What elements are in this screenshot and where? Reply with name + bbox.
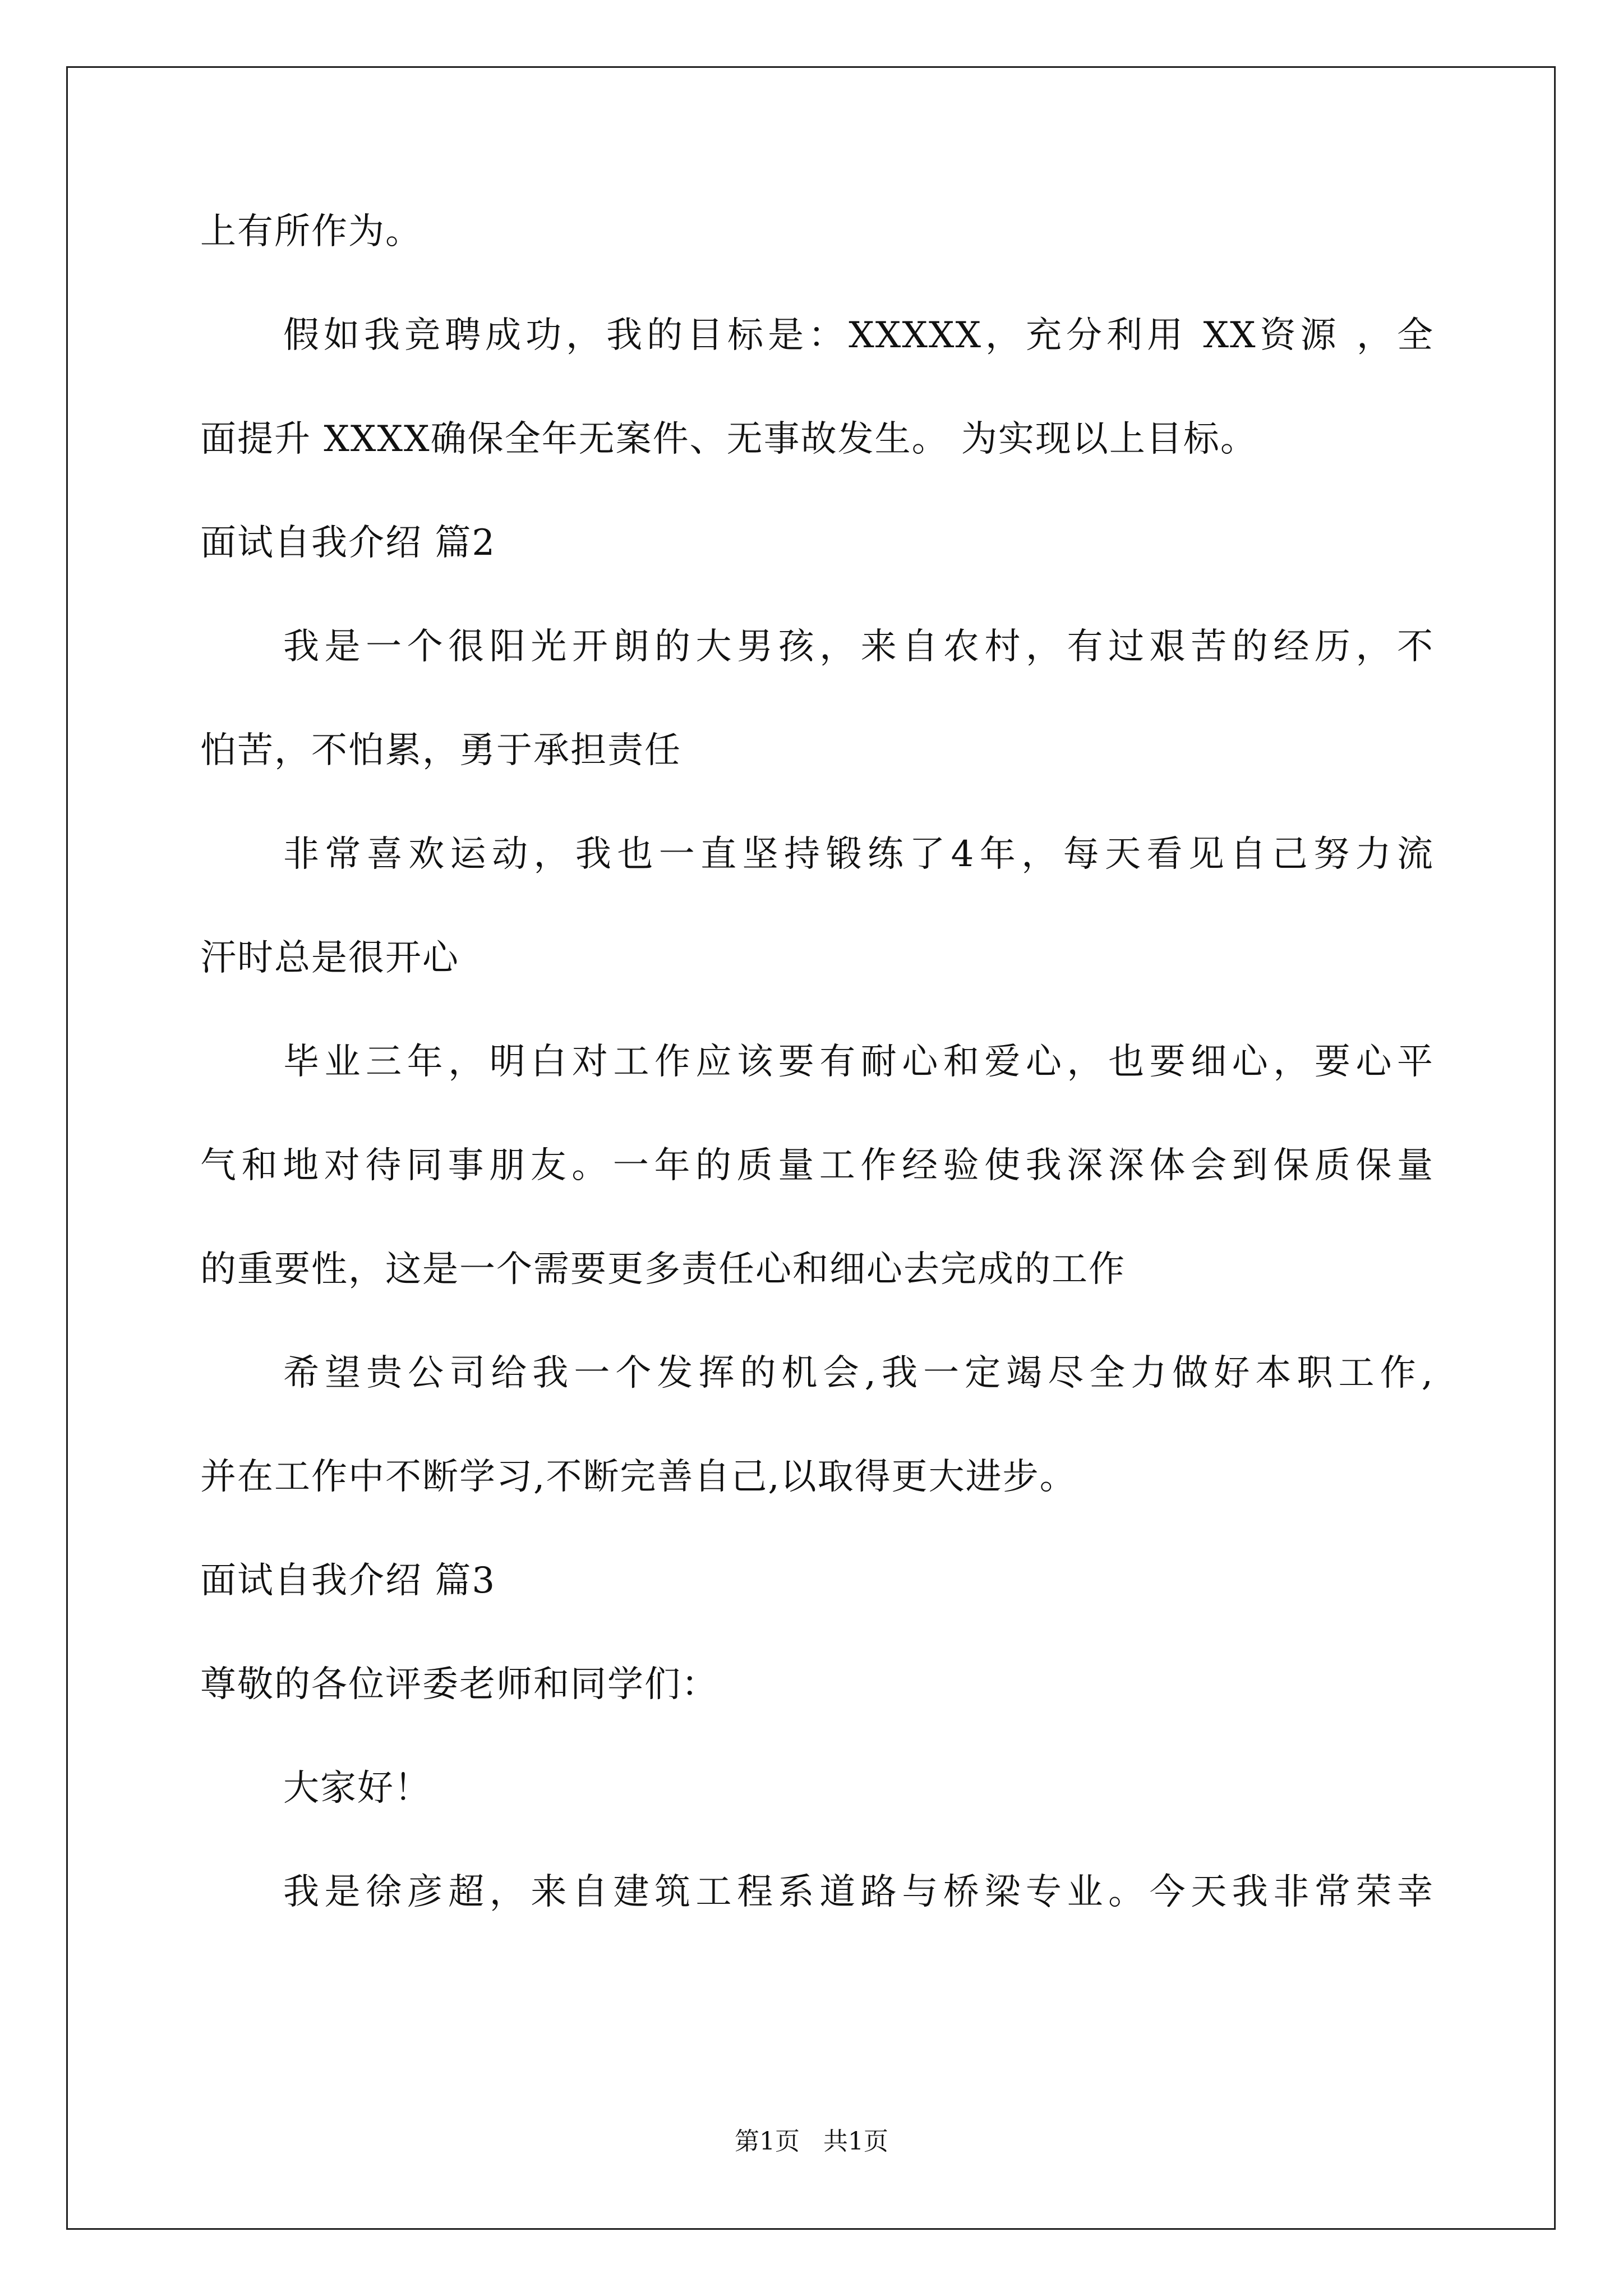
greeting: 大家好！ <box>283 1768 431 1809</box>
paragraph-line: 面提升 XXXX确保全年无案件、无事故发生。 为实现以上目标。 <box>200 418 1257 460</box>
section-heading: 面试自我介绍 篇2 <box>200 522 496 564</box>
paragraph-line: 毕业三年，明白对工作应该要有耐心和爱心，也要细心，要心平 <box>283 1041 1434 1083</box>
paragraph-line: 汗时总是很开心 <box>200 937 459 979</box>
section-heading: 面试自我介绍 篇3 <box>200 1560 496 1602</box>
salutation: 尊敬的各位评委老师和同学们： <box>200 1664 718 1705</box>
paragraph-line: 并在工作中不断学习,不断完善自己,以取得更大进步。 <box>200 1456 1077 1498</box>
paragraph-line: 非常喜欢运动，我也一直坚持锻练了4年，每天看见自己努力流 <box>283 834 1434 875</box>
paragraph-line: 的重要性，这是一个需要更多责任心和细心去完成的工作 <box>200 1249 1126 1290</box>
page-footer: 第1页 共1页 <box>735 2127 888 2156</box>
paragraph-line: 希望贵公司给我一个发挥的机会,我一定竭尽全力做好本职工作, <box>283 1352 1434 1394</box>
paragraph-line: 我是徐彦超，来自建筑工程系道路与桥梁专业。今天我非常荣幸 <box>283 1871 1434 1913</box>
paragraph-line: 怕苦，不怕累，勇于承担责任 <box>200 730 681 771</box>
paragraph-line: 上有所作为。 <box>200 211 422 252</box>
paragraph-line: 气和地对待同事朋友。一年的质量工作经验使我深深体会到保质保量 <box>200 1145 1434 1186</box>
paragraph-line: 假如我竞聘成功，我的目标是：XXXXX，充分利用 XX资源 ，全 <box>283 315 1434 356</box>
paragraph-line: 我是一个很阳光开朗的大男孩，来自农村，有过艰苦的经历，不 <box>283 626 1434 668</box>
